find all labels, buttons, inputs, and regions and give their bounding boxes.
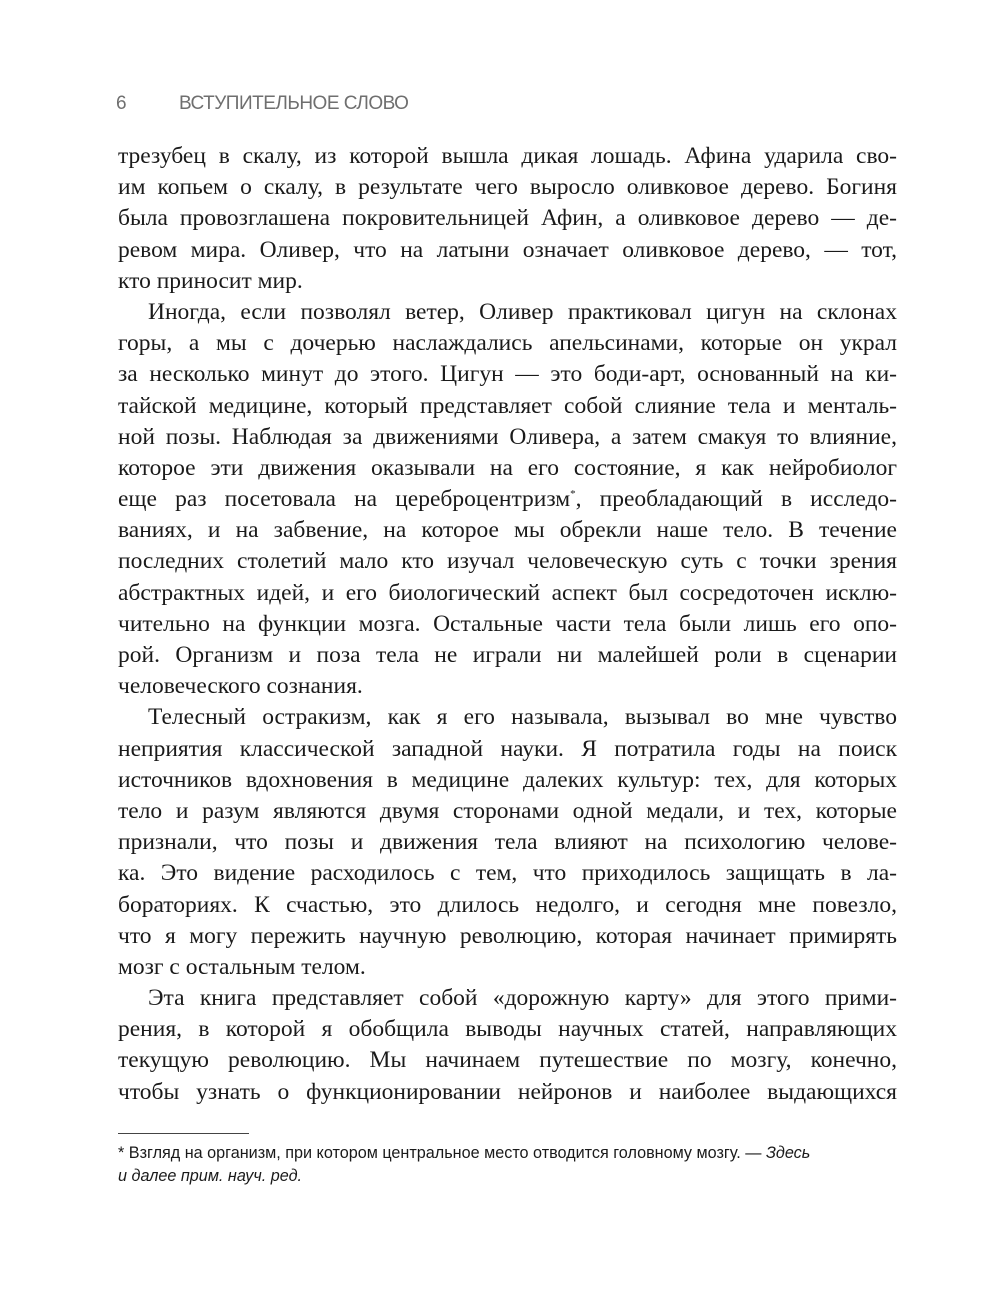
- text-line: что я могу пережить научную революцию, которая начинает примирять: [118, 922, 897, 949]
- text-line-with-footnote: [118, 484, 897, 515]
- footnote-italic: Здесь: [765, 1144, 811, 1162]
- footnote: [118, 1142, 897, 1188]
- text-line: ваниях, и на забвение, на которое мы обрекли наше тело. В течение: [118, 517, 897, 544]
- text-line: горы, а мы с дочерью наслаждались апельсинами, которые он украл: [118, 330, 897, 357]
- text-line: рой. Организм и поза тела не играли ни малейшей роли в сценарии: [118, 642, 897, 668]
- section-title: ВСТУПИТЕЛЬНОЕ СЛОВО: [179, 93, 409, 114]
- text-line: неприятия классической западной науки. Я потратила годы на поиск: [118, 735, 897, 762]
- text-line: мозг с остальным телом.: [118, 953, 366, 980]
- text-fragment: , преобладающий в исследо-: [575, 486, 897, 513]
- text-line: Иногда, если позволял ветер, Оливер практиковал цигун на склонах: [148, 298, 897, 325]
- footnote-text: * Взгляд на организм, при котором центральное место отводится головному мозгу. —: [118, 1144, 766, 1162]
- text-line: последних столетий мало кто изучал человеческую суть с точки зрения: [118, 548, 897, 575]
- footnote-marker: *: [570, 488, 576, 501]
- text-line: признали, что позы и движения тела влияют на психологию челове-: [118, 829, 897, 856]
- text-line: ка. Это видение расходилось с тем, что приходилось защищать в ла-: [118, 860, 897, 887]
- text-line: ревом мира. Оливер, что на латыни означает оливковое дерево, — тот,: [118, 236, 897, 263]
- text-line: трезубец в скалу, из которой вышла дикая лошадь. Афина ударила сво-: [118, 143, 897, 169]
- text-line: рения, в которой я обобщила выводы научных статей, направляющих: [118, 1016, 897, 1043]
- text-line: Эта книга представляет собой «дорожную карту» для этого прими-: [148, 985, 897, 1012]
- footnote-italic: и далее прим. науч. ред.: [118, 1167, 303, 1185]
- text-fragment: еще раз посетовала на цереброцентризм: [118, 486, 571, 513]
- text-line: за несколько минут до этого. Цигун — это боди-арт, основанный на ки-: [118, 361, 897, 388]
- text-line: тайской медицине, который представляет собой слияние тела и менталь-: [118, 392, 897, 419]
- text-line: им копьем о скалу, в результате чего выросло оливковое дерево. Богиня: [118, 174, 897, 201]
- text-line: абстрактных идей, и его биологический аспект был сосредоточен исклю-: [118, 579, 897, 606]
- text-line: была провозглашена покровительницей Афин, а оливковое дерево — де-: [118, 205, 897, 232]
- text-line: ной позы. Наблюдая за движениями Оливера, а затем смакуя то влияние,: [118, 423, 897, 450]
- text-line: которое эти движения оказывали на его состояние, я как нейробиолог: [118, 454, 897, 481]
- text-line: чительно на функции мозга. Остальные части тела были лишь его опо-: [118, 610, 897, 637]
- footnote-line: [118, 1142, 897, 1165]
- text-line: человеческого сознания.: [118, 673, 363, 700]
- page-number: 6: [116, 93, 127, 114]
- text-line: кто приносит мир.: [118, 267, 303, 294]
- text-line: текущую революцию. Мы начинаем путешествие по мозгу, конечно,: [118, 1047, 897, 1074]
- text-line: Телесный остракизм, как я его называла, вызывал во мне чувство: [148, 704, 897, 731]
- text-line: чтобы узнать о функционировании нейронов и наиболее выдающихся: [118, 1078, 897, 1105]
- footnote-line: [118, 1165, 897, 1188]
- text-line: источников вдохновения в медицине далеких культур: тех, для которых: [118, 766, 897, 793]
- text-line: бораториях. К счастью, это длилось недолго, и сегодня мне повезло,: [118, 891, 897, 918]
- body-text: [118, 141, 897, 1108]
- text-line: тело и разум являются двумя сторонами одной медали, и тех, которые: [118, 797, 897, 824]
- footnote-divider: [118, 1133, 249, 1134]
